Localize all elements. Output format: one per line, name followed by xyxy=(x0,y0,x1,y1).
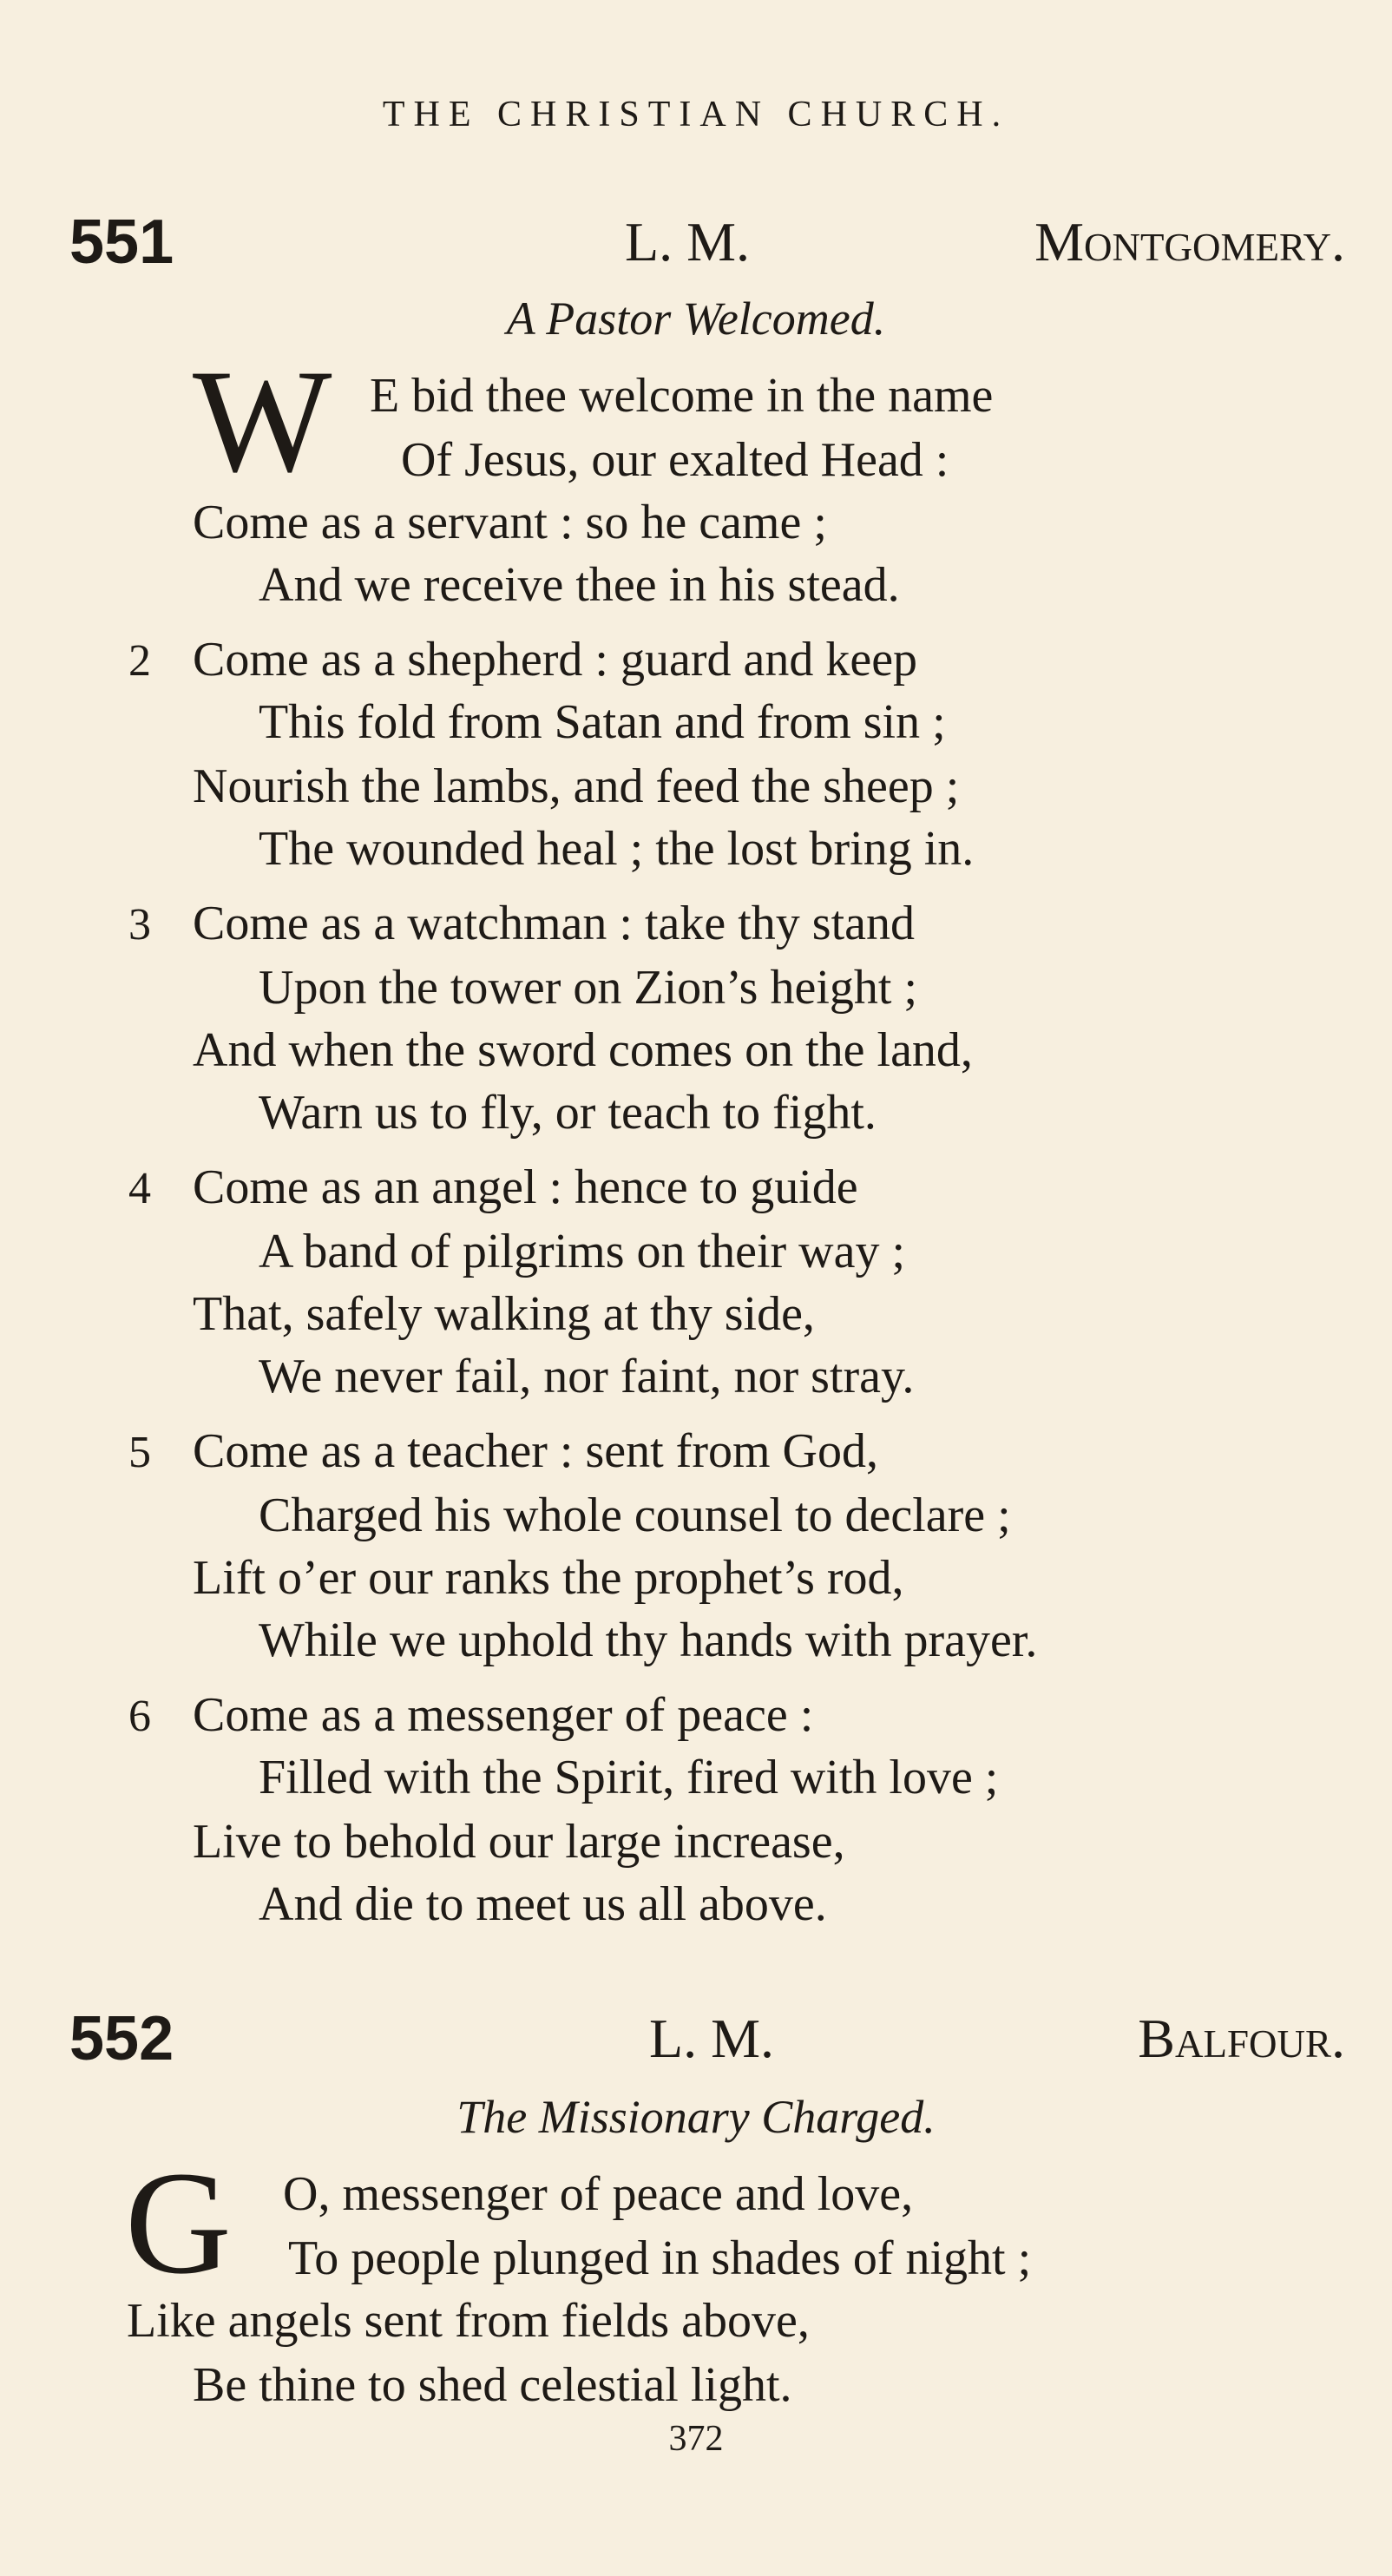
verse-number: 4 xyxy=(128,1164,151,1213)
drop-cap: G xyxy=(125,2141,232,2304)
verse-line: Be thine to shed celestial light. xyxy=(193,2358,792,2412)
verse-line: Come as a watchman : take thy stand xyxy=(193,897,915,950)
hymn-number: 552 xyxy=(69,2004,174,2073)
verse-line: And when the sword comes on the land, xyxy=(193,1023,973,1077)
verse-line: Live to behold our large increase, xyxy=(193,1815,845,1869)
hymn-551-header xyxy=(69,207,1345,276)
verse-number: 5 xyxy=(128,1428,151,1477)
verse-line: We never fail, nor faint, nor stray. xyxy=(259,1350,915,1403)
verse-line: To people plunged in shades of night ; xyxy=(288,2231,1032,2285)
verse-number: 3 xyxy=(128,900,151,950)
verse-line: Come as a teacher : sent from God, xyxy=(193,1424,878,1478)
verse-line: Come as an angel : hence to guide xyxy=(193,1160,858,1214)
hymn-author: Balfour. xyxy=(1138,2008,1345,2069)
page-number: 372 xyxy=(668,2419,724,2459)
verse-line: Come as a servant : so he came ; xyxy=(193,496,827,549)
verse-line: Like angels sent from fields above, xyxy=(127,2294,810,2348)
verse-line: Come as a messenger of peace : xyxy=(193,1688,814,1742)
verse-line: Lift o’er our ranks the prophet’s rod, xyxy=(193,1551,904,1605)
verse-line: While we uphold thy hands with prayer. xyxy=(259,1613,1038,1667)
verse-line: A band of pilgrims on their way ; xyxy=(259,1225,906,1278)
verse-number: 6 xyxy=(128,1692,151,1741)
verse-line: Come as a shepherd : guard and keep xyxy=(193,633,918,687)
verse-number: 2 xyxy=(128,636,151,686)
verse-line: The wounded heal ; the lost bring in. xyxy=(259,822,975,876)
verse-line: That, safely walking at thy side, xyxy=(193,1287,815,1341)
verse-line: Upon the tower on Zion’s height ; xyxy=(259,961,918,1015)
verse-line: Filled with the Spirit, fired with love ; xyxy=(259,1751,999,1804)
verse-line: And die to meet us all above. xyxy=(259,1877,827,1931)
drop-cap: W xyxy=(193,339,332,503)
verse-line: Of Jesus, our exalted Head : xyxy=(401,433,949,487)
running-head: THE CHRISTIAN CHURCH. xyxy=(382,95,1010,135)
hymn-number: 551 xyxy=(69,207,174,277)
verse-line: This fold from Satan and from sin ; xyxy=(259,695,946,749)
verse-line: And we receive thee in his stead. xyxy=(259,558,900,612)
hymn-meter: L. M. xyxy=(625,211,750,273)
verse-line: Nourish the lambs, and feed the sheep ; xyxy=(193,759,960,813)
verse-line: Charged his whole counsel to declare ; xyxy=(259,1488,1011,1542)
verse-line: Warn us to fly, or teach to fight. xyxy=(259,1086,877,1140)
hymn-552-header xyxy=(69,2003,1345,2073)
hymn-author: Montgomery. xyxy=(1034,211,1345,273)
verse-line: O, messenger of peace and love, xyxy=(283,2167,914,2221)
hymn-title: A Pastor Welcomed. xyxy=(506,292,886,345)
verse-line: E bid thee welcome in the name xyxy=(370,369,994,423)
hymn-title: The Missionary Charged. xyxy=(456,2091,936,2143)
hymn-meter: L. M. xyxy=(649,2008,774,2069)
